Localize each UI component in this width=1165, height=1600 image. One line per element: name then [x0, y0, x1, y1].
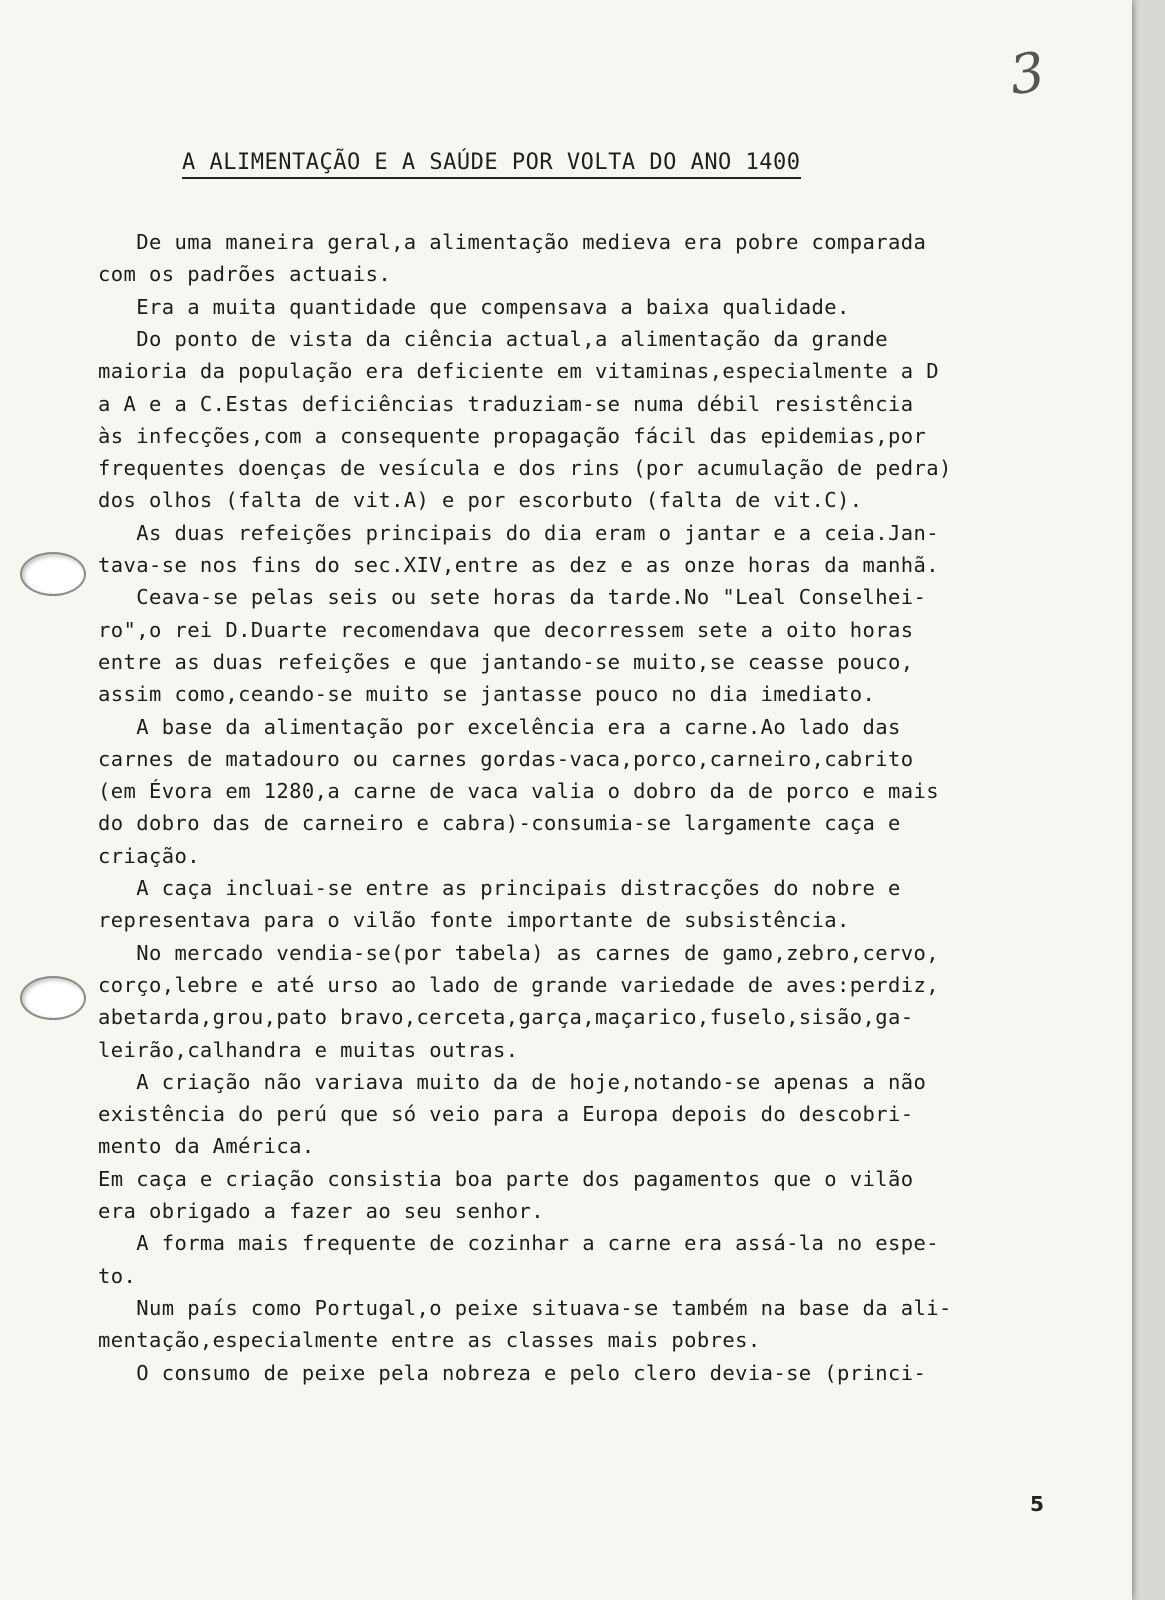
text-line: carnes de matadouro ou carnes gordas-vaca,porco,carneiro,cabrito [98, 746, 914, 771]
text-line: A criação não variava muito da de hoje,notando-se apenas a não [98, 1069, 927, 1094]
text-line: O consumo de peixe pela nobreza e pelo clero devia-se (princi- [98, 1360, 927, 1385]
punch-hole [20, 976, 86, 1020]
page-number: 5 [1030, 1492, 1044, 1516]
text-line: do dobro das de carneiro e cabra)-consumia-se largamente caça e [98, 811, 901, 836]
text-line: As duas refeições principais do dia eram o jantar e a ceia.Jan- [98, 520, 939, 545]
text-line: mentação,especialmente entre as classes mais pobres. [98, 1328, 761, 1353]
text-line: era obrigado a fazer ao seu senhor. [98, 1199, 544, 1223]
text-line: às infecções,com a consequente propagação fácil das epidemias,por [98, 423, 927, 448]
text-line: dos olhos (falta de vit.A) e por escorbuto (falta de vit.C). [98, 488, 863, 513]
text-line: maioria da população era deficiente em vitaminas,especialmente a D [98, 359, 939, 384]
punch-hole [20, 552, 86, 596]
text-line: De uma maneira geral,a alimentação medieva era pobre comparada [98, 230, 927, 254]
text-line: criação. [98, 843, 200, 868]
text-line: A caça incluai-se entre as principais distracções do nobre e [98, 876, 901, 900]
text-line: A base da alimentação por excelência era a carne.Ao lado das [98, 714, 901, 739]
text-line: No mercado vendia-se(por tabela) as carnes de gamo,zebro,cervo, [98, 940, 939, 965]
text-line: Era a muita quantidade que compensava a baixa qualidade. [98, 294, 850, 319]
text-line: a A e a C.Estas deficiências traduziam-se numa débil resistência [98, 391, 914, 416]
text-line: representava para o vilão fonte importante de subsistência. [98, 908, 850, 933]
text-line: Em caça e criação consistia boa parte dos pagamentos que o vilão [98, 1166, 914, 1191]
text-line: entre as duas refeições e que jantando-se muito,se ceasse pouco, [98, 649, 914, 674]
text-line: leirão,calhandra e muitas outras. [98, 1037, 519, 1062]
text-line: ro",o rei D.Duarte recomendava que decorressem sete a oito horas [98, 617, 914, 642]
text-line: mento da América. [98, 1134, 315, 1159]
text-line: existência do perú que só veio para a Europa depois do descobri- [98, 1102, 914, 1127]
text-line: frequentes doenças de vesícula e dos rins (por acumulação de pedra) [98, 456, 952, 481]
text-line: com os padrões actuais. [98, 262, 392, 287]
text-line: corço,lebre e até urso ao lado de grande variedade de aves:perdiz, [98, 972, 939, 997]
text-line: Do ponto de vista da ciência actual,a alimentação da grande [98, 326, 889, 351]
text-line: assim como,ceando-se muito se jantasse pouco no dia imediato. [98, 682, 876, 707]
text-line: tava-se nos fins do sec.XIV,entre as dez e as onze horas da manhã. [98, 553, 939, 577]
text-line: to. [98, 1263, 137, 1288]
text-line: Ceava-se pelas seis ou sete horas da tarde.No "Leal Conselhei- [98, 585, 927, 610]
text-line: Num país como Portugal,o peixe situava-se também na base da ali- [98, 1295, 952, 1320]
text-line: A forma mais frequente de cozinhar a carne era assá-la no espe- [98, 1231, 939, 1256]
handwritten-page-number: 3 [1005, 39, 1049, 108]
text-line: abetarda,grou,pato bravo,cerceta,garça,maçarico,fuselo,sisão,ga- [98, 1005, 914, 1030]
document-title: A ALIMENTAÇÃO E A SAÚDE POR VOLTA DO ANO 1400 [182, 150, 801, 179]
text-line: (em Évora em 1280,a carne de vaca valia o dobro da de porco e mais [98, 779, 939, 804]
